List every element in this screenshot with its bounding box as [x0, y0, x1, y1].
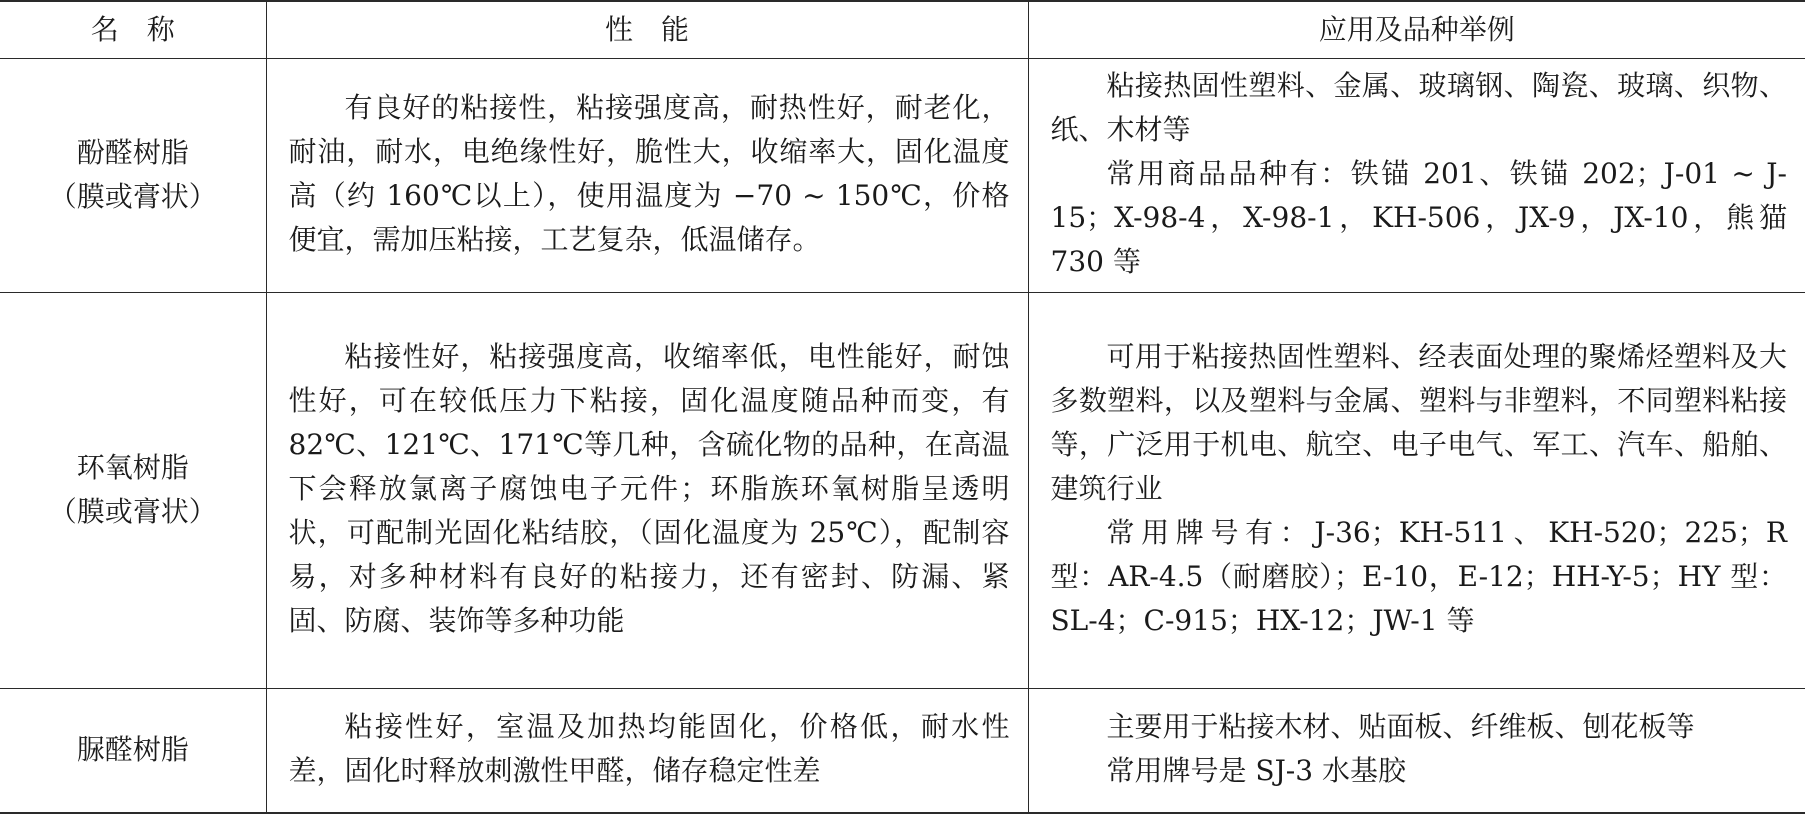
table-row [0, 688, 1805, 813]
header-applications: 应用及品种举例 [1028, 1, 1805, 58]
applications-text: 粘接热固性塑料、金属、玻璃钢、陶瓷、玻璃、织物、纸、木材等 [1050, 69, 1787, 146]
applications-text: 主要用于粘接木材、贴面板、纤维板、刨花板等 [1106, 710, 1695, 744]
header-name: 名 称 [0, 1, 266, 58]
header-properties: 性 能 [266, 1, 1028, 58]
applications-cell [1028, 58, 1805, 292]
applications-text: 可用于粘接热固性塑料、经表面处理的聚烯烃塑料及大多数塑料，以及塑料与金属、塑料与非塑料，不同塑料粘接等，广泛用于机电、航空、电子电气、军工、汽车、船舶、建筑行业 [1050, 340, 1787, 505]
table-row [0, 58, 1805, 292]
applications-cell [1028, 688, 1805, 813]
properties-text: 粘接性好，粘接强度高，收缩率低，电性能好，耐蚀性好，可在较低压力下粘接，固化温度随品种而变，有 82℃、121℃、171℃等几种，含硫化物的品种，在高温下会释放氯离子腐蚀电子元件；环脂族环氧树脂呈透明状，可配制光固化粘结胶，（固化温度为 25℃），配制容易，对多种材料有良好的粘接力，还有密封、防漏、紧固、防腐、装饰等多种功能 [288, 340, 1010, 637]
properties-text: 有良好的粘接性，粘接强度高，耐热性好，耐老化，耐油，耐水，电绝缘性好，脆性大，收缩率大，固化温度高（约 160℃以上），使用温度为 −70 ~ 150℃，价格便宜，需加压粘接，工艺复杂，低温储存。 [288, 91, 1010, 256]
applications-cell [1028, 292, 1805, 688]
brands-text: 常用商品品种有：铁锚 201、铁锚 202；J-01 ~ J-15；X-98-4，X-98-1，KH-506，JX-9，JX-10，熊猫 730 等 [1050, 157, 1787, 278]
resin-name: 环氧树脂 [76, 451, 189, 484]
table-header-row [0, 1, 1805, 58]
resin-name-cell [0, 688, 266, 813]
brands-text: 常用牌号是 SJ-3 水基胶 [1106, 754, 1406, 788]
brands-text: 常用牌号有：J-36；KH-511、KH-520；225；R 型：AR-4.5（耐磨胶）；E-10，E-12；HH-Y-5；HY 型：SL-4；C-915；HX-12；JW-1 等 [1050, 516, 1787, 637]
properties-text: 粘接性好，室温及加热均能固化，价格低，耐水性差，固化时释放刺激性甲醛，储存稳定性差 [288, 710, 1010, 788]
resin-form: （膜或膏状） [48, 180, 217, 213]
resin-name-cell [0, 292, 266, 688]
properties-cell [266, 292, 1028, 688]
properties-cell [266, 58, 1028, 292]
table-row [0, 292, 1805, 688]
resin-form: （膜或膏状） [48, 495, 217, 528]
properties-cell [266, 688, 1028, 813]
resin-name-cell [0, 58, 266, 292]
resin-name: 酚醛树脂 [76, 136, 189, 169]
resin-name: 脲醛树脂 [76, 733, 189, 767]
